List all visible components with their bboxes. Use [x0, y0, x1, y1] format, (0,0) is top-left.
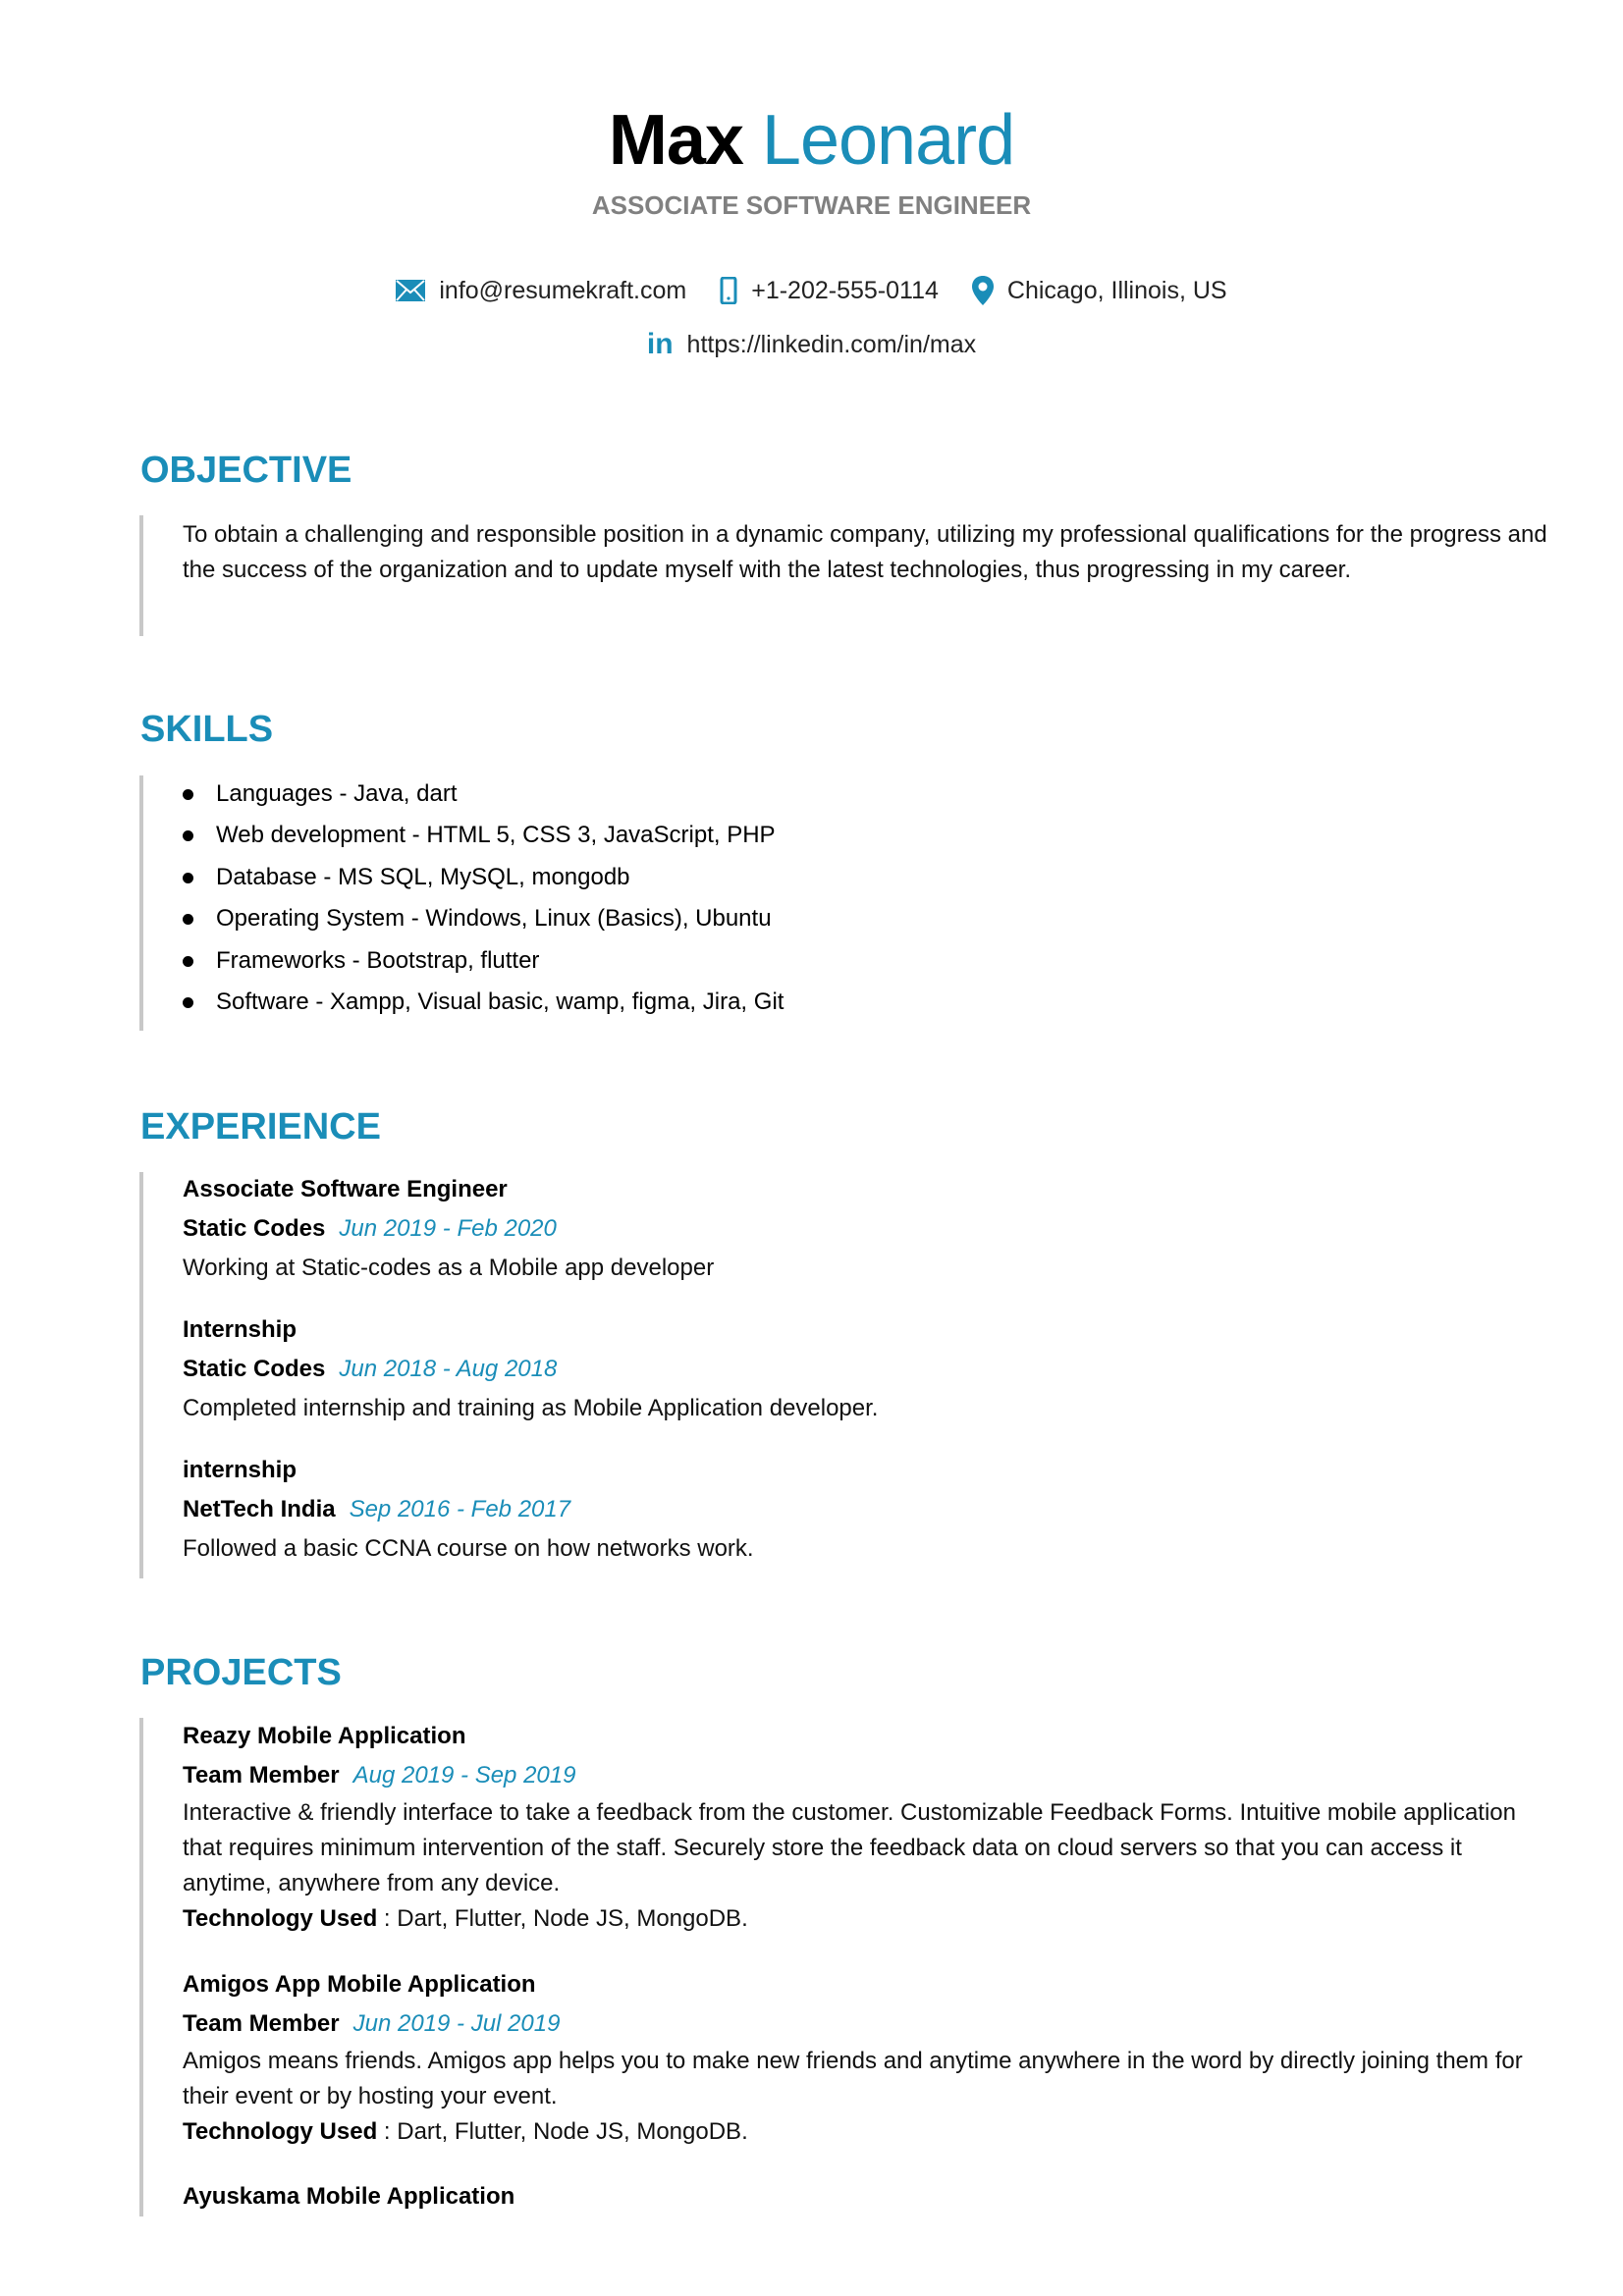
experience-description: Completed internship and training as Mobile Application developer. — [183, 1395, 879, 1421]
experience-description: Working at Static-codes as a Mobile app developer — [183, 1255, 715, 1281]
skill-item — [183, 940, 784, 982]
bullet-icon — [183, 873, 193, 883]
skills-list — [183, 774, 784, 1023]
email-text[interactable]: info@resumekraft.com — [439, 276, 687, 304]
experience-heading: EXPERIENCE — [140, 1106, 381, 1148]
skill-item — [183, 898, 784, 939]
last-name: Leonard — [761, 101, 1015, 180]
project-entry — [183, 1717, 1547, 1937]
experience-entry — [183, 1170, 1547, 1288]
project-name: Ayuskama Mobile Application — [183, 2183, 515, 2210]
experience-company: NetTech India — [183, 1496, 336, 1522]
contact-linkedin — [0, 328, 1623, 361]
candidate-name — [0, 98, 1623, 183]
project-entry — [183, 1965, 1547, 2150]
project-tech: : Dart, Flutter, Node JS, MongoDB. — [377, 1905, 748, 1932]
skill-text: Database - MS SQL, MySQL, mongodb — [216, 863, 630, 890]
project-dates: Aug 2019 - Sep 2019 — [352, 1762, 576, 1789]
job-title: ASSOCIATE SOFTWARE ENGINEER — [591, 190, 1032, 220]
objective-heading: OBJECTIVE — [140, 450, 352, 491]
skill-text: Languages - Java, dart — [216, 780, 458, 807]
tech-label: Technology Used — [183, 1905, 378, 1932]
phone-text: +1-202-555-0114 — [751, 276, 939, 304]
bullet-icon — [183, 956, 193, 967]
skill-text: Frameworks - Bootstrap, flutter — [216, 946, 540, 974]
project-description: Amigos means friends. Amigos app helps you to make new friends and anytime anywhere in the word by directly joining them for their event or by hosting your event. — [183, 2048, 1523, 2109]
section-rule — [139, 1718, 143, 2216]
bullet-icon — [183, 997, 193, 1008]
project-name: Amigos App Mobile Application — [183, 1971, 536, 1998]
project-role: Team Member — [183, 2010, 340, 2037]
experience-company: Static Codes — [183, 1356, 326, 1382]
experience-dates: Sep 2016 - Feb 2017 — [349, 1496, 571, 1522]
project-role: Team Member — [183, 1762, 340, 1789]
skill-item — [183, 982, 784, 1023]
skill-item — [183, 774, 784, 815]
project-description: Interactive & friendly interface to take a feedback from the customer. Customizable Feedback Forms. Intuitive mobile application that requires minimum intervention of the staff. Securely store the feedback data on cloud servers so that you can access it anytime, anywhere from any device. — [183, 1799, 1516, 1896]
objective-text: To obtain a challenging and responsible position in a dynamic company, utilizing my professional qualifications for the progress and the success of the organization and to update myself with the latest technologies, thus progressing in my career. — [183, 521, 1547, 583]
project-tech: : Dart, Flutter, Node JS, MongoDB. — [377, 2118, 748, 2145]
projects-heading: PROJECTS — [140, 1652, 342, 1693]
phone-icon — [720, 277, 737, 304]
contact-email — [396, 276, 686, 305]
experience-dates: Jun 2019 - Feb 2020 — [339, 1215, 557, 1242]
bullet-icon — [183, 789, 193, 800]
linkedin-link[interactable]: https://linkedin.com/in/max — [686, 330, 977, 358]
experience-role: Associate Software Engineer — [183, 1176, 508, 1202]
skill-text: Software - Xampp, Visual basic, wamp, figma, Jira, Git — [216, 988, 784, 1015]
contact-row — [0, 276, 1623, 305]
first-name: Max — [608, 101, 743, 180]
contact-location — [972, 276, 1227, 305]
project-dates: Jun 2019 - Jul 2019 — [352, 2010, 561, 2037]
section-rule — [139, 515, 143, 636]
bullet-icon — [183, 914, 193, 925]
contact-phone — [720, 276, 939, 305]
location-text: Chicago, Illinois, US — [1006, 276, 1227, 304]
skill-item — [183, 815, 784, 856]
project-entry — [183, 2177, 1547, 2216]
tech-label: Technology Used — [183, 2118, 378, 2145]
experience-role: Internship — [183, 1316, 298, 1343]
experience-entry — [183, 1310, 1547, 1428]
skill-item — [183, 857, 784, 898]
skill-text: Operating System - Windows, Linux (Basics), Ubuntu — [216, 905, 772, 933]
linkedin-icon: in — [646, 328, 674, 360]
experience-role: internship — [183, 1457, 298, 1483]
bullet-icon — [183, 830, 193, 841]
skills-heading: SKILLS — [140, 709, 274, 750]
skill-text: Web development - HTML 5, CSS 3, JavaScript, PHP — [216, 822, 776, 849]
experience-entry — [183, 1451, 1547, 1569]
section-rule — [139, 1172, 143, 1578]
experience-description: Followed a basic CCNA course on how networks work. — [183, 1535, 754, 1562]
experience-dates: Jun 2018 - Aug 2018 — [339, 1356, 558, 1382]
experience-company: Static Codes — [183, 1215, 326, 1242]
email-icon — [396, 280, 425, 301]
project-name: Reazy Mobile Application — [183, 1723, 466, 1749]
location-pin-icon — [972, 276, 994, 305]
section-rule — [139, 775, 143, 1031]
